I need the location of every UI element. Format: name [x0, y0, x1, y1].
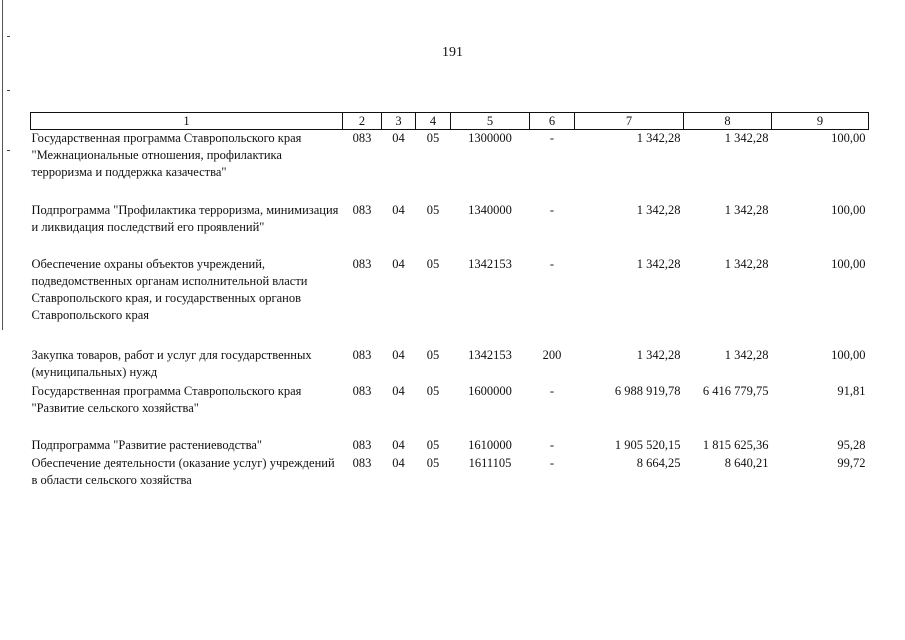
cell-target: 1342153	[468, 347, 512, 362]
cell-type: -	[549, 256, 555, 271]
cell-subsection: 05	[426, 347, 440, 362]
cell-actual: 1 342,28	[724, 256, 769, 271]
cell-subsection: 05	[426, 256, 440, 271]
cell-section: 04	[392, 256, 405, 271]
column-header: 6	[530, 113, 575, 130]
cell-type: -	[549, 202, 555, 217]
cell-subsection: 05	[426, 131, 440, 145]
cell-code: 083	[352, 202, 372, 217]
cell-section: 04	[392, 383, 405, 398]
cell-actual: 1 342,28	[724, 131, 769, 145]
table-row	[31, 455, 869, 491]
cell-section: 04	[392, 131, 405, 145]
table-row	[31, 256, 869, 347]
cell-code: 083	[352, 437, 372, 452]
cell-actual: 1 342,28	[724, 347, 769, 362]
cell-plan: 1 342,28	[636, 131, 681, 145]
cell-code: 083	[352, 383, 372, 398]
cell-section: 04	[392, 347, 405, 362]
cell-subsection: 05	[426, 383, 440, 398]
cell-target: 1610000	[468, 437, 512, 452]
cell-section: 04	[392, 437, 405, 452]
cell-percent: 95,28	[837, 437, 866, 452]
cell-code: 083	[352, 256, 372, 271]
row-name: Подпрограмма "Развитие растениеводства"	[31, 437, 263, 452]
table-header-row	[31, 113, 869, 130]
margin-mark	[7, 90, 10, 91]
page-number: 191	[442, 45, 463, 60]
margin-mark	[7, 36, 10, 37]
cell-target: 1600000	[468, 383, 512, 398]
table-row	[31, 202, 869, 256]
cell-plan: 6 988 919,78	[614, 383, 681, 398]
cell-code: 083	[352, 455, 372, 470]
column-header: 5	[451, 113, 530, 130]
cell-actual: 8 640,21	[724, 455, 769, 470]
cell-type: -	[549, 455, 555, 470]
margin-mark	[7, 150, 10, 151]
row-name: Государственная программа Ставропольского края "Межнациональные отношения, профилактика терроризма и поддержка казачества"	[31, 131, 302, 179]
cell-percent: 100,00	[831, 131, 866, 145]
cell-percent: 100,00	[831, 347, 866, 362]
cell-type: -	[549, 437, 555, 452]
cell-plan: 1 342,28	[636, 256, 681, 271]
column-header: 9	[772, 113, 869, 130]
cell-target: 1342153	[468, 256, 512, 271]
cell-subsection: 05	[426, 437, 440, 452]
table-row	[31, 437, 869, 455]
table-row	[31, 383, 869, 437]
cell-type: -	[549, 131, 555, 145]
cell-section: 04	[392, 455, 405, 470]
table-row	[31, 130, 869, 202]
cell-actual: 6 416 779,75	[702, 383, 769, 398]
cell-percent: 100,00	[831, 256, 866, 271]
table-row	[31, 347, 869, 383]
row-name: Подпрограмма "Профилактика терроризма, минимизация и ликвидация последствий его проявлений"	[31, 202, 339, 234]
cell-plan: 1 342,28	[636, 202, 681, 217]
column-header: 1	[31, 113, 343, 130]
cell-code: 083	[352, 131, 372, 145]
row-name: Государственная программа Ставропольского края "Развитие сельского хозяйства"	[31, 383, 302, 415]
cell-subsection: 05	[426, 455, 440, 470]
cell-type: -	[549, 383, 555, 398]
cell-type: 200	[542, 347, 562, 362]
cell-target: 1340000	[468, 202, 512, 217]
cell-code: 083	[352, 347, 372, 362]
cell-subsection: 05	[426, 202, 440, 217]
cell-percent: 100,00	[831, 202, 866, 217]
column-header: 4	[416, 113, 451, 130]
column-header: 3	[382, 113, 416, 130]
cell-percent: 91,81	[837, 383, 866, 398]
cell-target: 1300000	[468, 131, 512, 145]
column-header: 8	[684, 113, 772, 130]
cell-percent: 99,72	[837, 455, 866, 470]
column-header: 7	[575, 113, 684, 130]
row-name: Обеспечение охраны объектов учреждений, подведомственных органам исполнительной власти Ставропольского края, и государственных органов Ставропольского края	[31, 256, 308, 322]
row-name: Обеспечение деятельности (оказание услуг) учреждений в области сельского хозяйства	[31, 455, 335, 487]
budget-table-container	[30, 112, 869, 491]
cell-actual: 1 342,28	[724, 202, 769, 217]
cell-plan: 1 905 520,15	[614, 437, 681, 452]
row-name: Закупка товаров, работ и услуг для государственных (муниципальных) нужд	[31, 347, 312, 379]
budget-table	[30, 112, 869, 491]
cell-target: 1611105	[468, 455, 512, 470]
cell-plan: 8 664,25	[636, 455, 681, 470]
cell-plan: 1 342,28	[636, 347, 681, 362]
cell-section: 04	[392, 202, 405, 217]
column-header: 2	[343, 113, 382, 130]
cell-actual: 1 815 625,36	[702, 437, 769, 452]
